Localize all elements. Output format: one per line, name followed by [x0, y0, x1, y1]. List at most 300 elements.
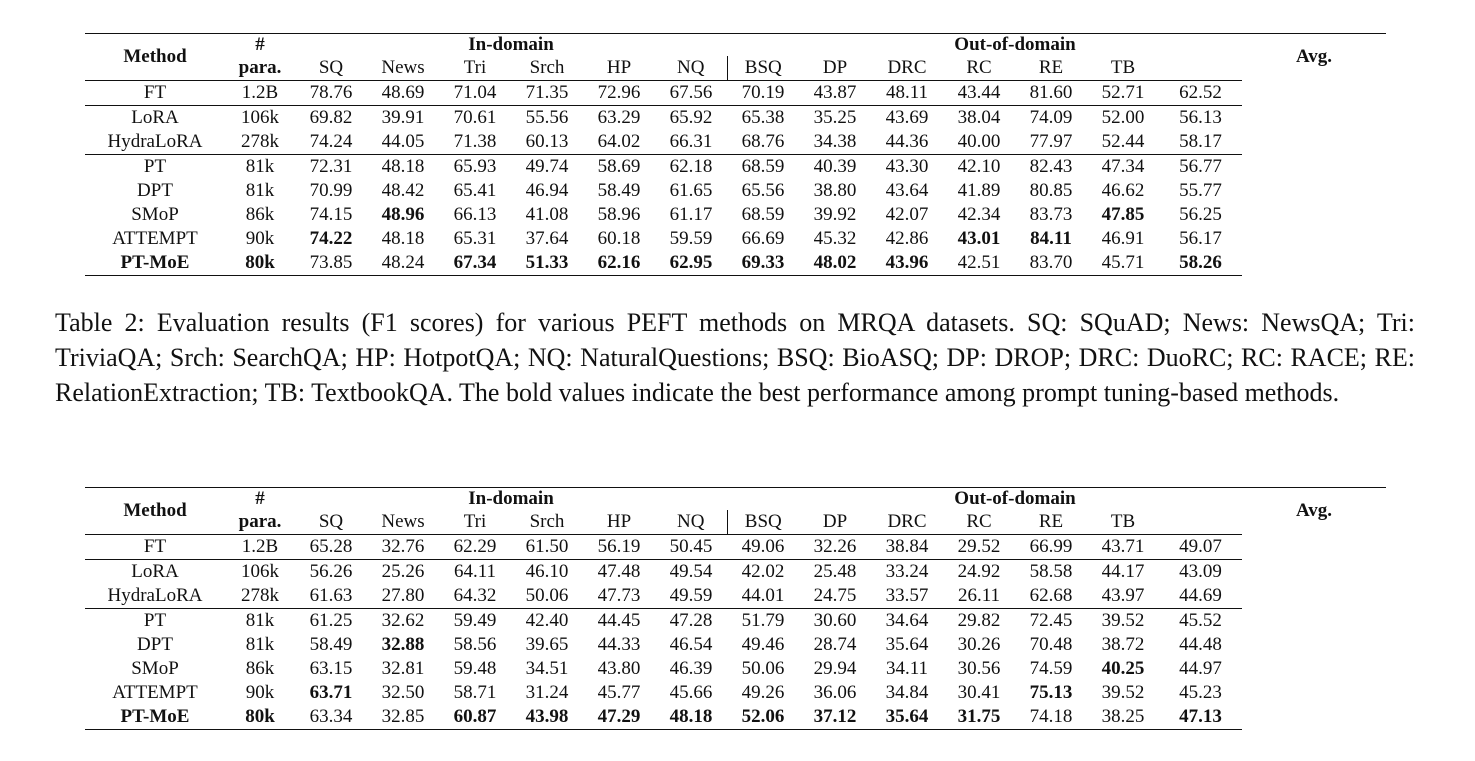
score-cell: 28.74: [813, 634, 857, 655]
score-cell: 74.22: [309, 228, 353, 249]
para-header-hash: #: [225, 488, 295, 511]
score-cell: 63.15: [309, 658, 353, 679]
score-cell: 75.13: [1029, 682, 1073, 703]
score-cell: 32.62: [367, 609, 439, 634]
score-cell: 52.71: [1087, 81, 1159, 106]
params-cell: 81k: [225, 155, 295, 180]
table-row: [85, 681, 1386, 705]
score-cell: 43.97: [1101, 585, 1145, 606]
score-cell: 47.34: [1087, 155, 1159, 180]
score-cell: 81.60: [1015, 81, 1087, 106]
column-header-news: News: [381, 511, 425, 532]
column-header-re: RE: [1038, 511, 1064, 532]
score-cell: 31.24: [525, 682, 569, 703]
score-cell: 60.13: [525, 131, 569, 152]
score-cell: 84.11: [1030, 228, 1072, 249]
score-cell: 58.56: [453, 634, 497, 655]
score-cell: 42.34: [957, 204, 1001, 225]
score-cell: 42.40: [511, 609, 583, 634]
score-cell: 49.54: [655, 560, 727, 585]
score-cell: 48.18: [367, 155, 439, 180]
header-row-groups: [85, 34, 1386, 57]
avg-cell: 44.97: [1179, 658, 1222, 679]
score-cell: 46.54: [669, 634, 713, 655]
score-cell: 71.38: [453, 131, 497, 152]
avg-cell: 56.25: [1179, 204, 1222, 225]
score-cell: 56.19: [583, 535, 655, 560]
score-cell: 47.85: [1101, 204, 1145, 225]
header-row-columns: [85, 510, 1386, 535]
score-cell: 40.00: [957, 131, 1001, 152]
column-header-srch: Srch: [529, 57, 565, 78]
score-cell: 46.91: [1101, 228, 1145, 249]
score-cell: 50.45: [655, 535, 727, 560]
score-cell: 35.64: [871, 705, 943, 730]
score-cell: 33.24: [871, 560, 943, 585]
avg-cell: 44.69: [1179, 585, 1222, 606]
column-header-nq: NQ: [655, 56, 727, 81]
avg-cell: 62.52: [1159, 81, 1242, 106]
score-cell: 51.33: [511, 251, 583, 276]
score-cell: 42.51: [943, 251, 1015, 276]
column-header-news: News: [381, 57, 425, 78]
table-row: [85, 179, 1386, 203]
score-cell: 59.48: [453, 658, 497, 679]
score-cell: 70.61: [439, 106, 511, 131]
out-of-domain-header: Out-of-domain: [943, 488, 1087, 511]
score-cell: 31.75: [943, 705, 1015, 730]
score-cell: 64.32: [453, 585, 497, 606]
score-cell: 63.29: [583, 106, 655, 131]
header-spacer: [1087, 34, 1242, 57]
score-cell: 43.87: [799, 81, 871, 106]
score-cell: 60.87: [439, 705, 511, 730]
score-cell: 67.34: [439, 251, 511, 276]
para-header-hash: #: [225, 34, 295, 57]
method-header: Method: [85, 488, 225, 535]
score-cell: 35.64: [885, 634, 929, 655]
avg-cell: 58.26: [1159, 251, 1242, 276]
method-cell: SMoP: [131, 204, 179, 225]
table-row: [85, 130, 1386, 155]
score-cell: 68.76: [741, 131, 785, 152]
score-cell: 63.34: [295, 705, 367, 730]
score-cell: 39.65: [525, 634, 569, 655]
params-cell: 86k: [245, 658, 275, 679]
table-row: [85, 584, 1386, 609]
score-cell: 34.11: [885, 658, 929, 679]
header-spacer: [295, 488, 439, 511]
method-cell: PT-MoE: [85, 251, 225, 276]
score-cell: 43.98: [511, 705, 583, 730]
score-cell: 26.11: [957, 585, 1001, 606]
score-cell: 68.59: [741, 204, 785, 225]
method-cell: LoRA: [85, 560, 225, 585]
score-cell: 32.50: [381, 682, 425, 703]
column-header-rc: RC: [966, 511, 992, 532]
score-cell: 49.59: [669, 585, 713, 606]
score-cell: 60.18: [597, 228, 641, 249]
table-row: [85, 227, 1386, 251]
method-cell: DPT: [137, 180, 173, 201]
avg-header: Avg.: [1242, 34, 1386, 81]
score-cell: 62.16: [583, 251, 655, 276]
column-header-dp: DP: [822, 511, 848, 532]
column-header-hp: HP: [606, 57, 632, 78]
score-cell: 45.32: [813, 228, 857, 249]
avg-cell: 45.23: [1179, 682, 1222, 703]
score-cell: 38.72: [1101, 634, 1145, 655]
score-cell: 83.73: [1029, 204, 1073, 225]
results-table-second: [85, 487, 1386, 730]
score-cell: 30.56: [957, 658, 1001, 679]
score-cell: 80.85: [1029, 180, 1073, 201]
column-header-srch: Srch: [529, 511, 565, 532]
header-row-groups: [85, 488, 1386, 511]
score-cell: 47.48: [583, 560, 655, 585]
method-cell: ATTEMPT: [112, 682, 198, 703]
score-cell: 48.18: [655, 705, 727, 730]
table-row: [85, 203, 1386, 227]
params-cell: 86k: [245, 204, 275, 225]
column-header-hp: HP: [606, 511, 632, 532]
score-cell: 48.69: [367, 81, 439, 106]
score-cell: 65.93: [439, 155, 511, 180]
score-cell: 52.44: [1101, 131, 1145, 152]
score-cell: 35.25: [799, 106, 871, 131]
score-cell: 66.99: [1015, 535, 1087, 560]
params-cell: 81k: [245, 180, 275, 201]
score-cell: 58.71: [453, 682, 497, 703]
score-cell: 43.71: [1087, 535, 1159, 560]
score-cell: 47.29: [583, 705, 655, 730]
score-cell: 42.86: [885, 228, 929, 249]
score-cell: 43.01: [957, 228, 1001, 249]
table-row: [85, 560, 1386, 585]
method-header: Method: [85, 34, 225, 81]
column-header-dp: DP: [822, 57, 848, 78]
avg-cell: 56.17: [1179, 228, 1222, 249]
header-row-columns: [85, 56, 1386, 81]
params-cell: 278k: [241, 585, 279, 606]
score-cell: 42.07: [885, 204, 929, 225]
score-cell: 39.91: [367, 106, 439, 131]
method-cell: HydraLoRA: [107, 131, 203, 152]
score-cell: 24.92: [943, 560, 1015, 585]
score-cell: 38.80: [813, 180, 857, 201]
params-cell: 106k: [225, 560, 295, 585]
score-cell: 43.96: [871, 251, 943, 276]
column-header-re: RE: [1038, 57, 1064, 78]
score-cell: 72.31: [295, 155, 367, 180]
score-cell: 62.95: [655, 251, 727, 276]
score-cell: 73.85: [295, 251, 367, 276]
score-cell: 72.45: [1015, 609, 1087, 634]
params-cell: 80k: [225, 705, 295, 730]
score-cell: 38.04: [943, 106, 1015, 131]
para-header-label: para.: [238, 57, 282, 78]
score-cell: 33.57: [885, 585, 929, 606]
column-header-nq: NQ: [655, 510, 727, 535]
score-cell: 61.65: [669, 180, 713, 201]
score-cell: 78.76: [295, 81, 367, 106]
score-cell: 43.69: [871, 106, 943, 131]
score-cell: 29.52: [943, 535, 1015, 560]
score-cell: 46.39: [669, 658, 713, 679]
score-cell: 32.88: [381, 634, 425, 655]
score-cell: 49.74: [511, 155, 583, 180]
params-cell: 106k: [225, 106, 295, 131]
score-cell: 48.11: [871, 81, 943, 106]
score-cell: 30.26: [957, 634, 1001, 655]
avg-cell: 55.77: [1179, 180, 1222, 201]
score-cell: 72.96: [583, 81, 655, 106]
score-cell: 70.48: [1029, 634, 1073, 655]
score-cell: 46.10: [511, 560, 583, 585]
column-header-tb: TB: [1110, 57, 1136, 78]
score-cell: 77.97: [1029, 131, 1073, 152]
para-header-label: para.: [238, 511, 282, 532]
score-cell: 44.01: [741, 585, 785, 606]
score-cell: 49.06: [727, 535, 799, 560]
score-cell: 74.18: [1015, 705, 1087, 730]
avg-cell: 56.77: [1159, 155, 1242, 180]
score-cell: 50.06: [741, 658, 785, 679]
header-spacer: [583, 34, 943, 57]
score-cell: 61.63: [309, 585, 353, 606]
score-cell: 41.08: [525, 204, 569, 225]
score-cell: 32.26: [799, 535, 871, 560]
score-cell: 36.06: [813, 682, 857, 703]
column-header-tri: Tri: [463, 511, 487, 532]
score-cell: 56.26: [295, 560, 367, 585]
score-cell: 70.99: [309, 180, 353, 201]
table-row: [85, 155, 1386, 180]
score-cell: 40.39: [799, 155, 871, 180]
score-cell: 62.29: [439, 535, 511, 560]
score-cell: 45.77: [597, 682, 641, 703]
score-cell: 45.66: [669, 682, 713, 703]
score-cell: 48.42: [381, 180, 425, 201]
score-cell: 39.52: [1101, 682, 1145, 703]
avg-cell: 43.09: [1159, 560, 1242, 585]
score-cell: 48.18: [381, 228, 425, 249]
score-cell: 49.26: [741, 682, 785, 703]
score-cell: 55.56: [511, 106, 583, 131]
score-cell: 47.28: [655, 609, 727, 634]
score-cell: 82.43: [1015, 155, 1087, 180]
score-cell: 65.41: [453, 180, 497, 201]
table-row: [85, 609, 1386, 634]
score-cell: 43.30: [871, 155, 943, 180]
score-cell: 34.38: [813, 131, 857, 152]
score-cell: 34.64: [871, 609, 943, 634]
score-cell: 25.26: [367, 560, 439, 585]
method-cell: FT: [85, 535, 225, 560]
score-cell: 65.28: [295, 535, 367, 560]
score-cell: 25.48: [799, 560, 871, 585]
score-cell: 62.68: [1029, 585, 1073, 606]
header-spacer: [295, 34, 439, 57]
score-cell: 66.13: [453, 204, 497, 225]
avg-cell: 49.07: [1159, 535, 1242, 560]
column-header-bsq: BSQ: [744, 57, 782, 78]
method-cell: PT: [85, 609, 225, 634]
score-cell: 34.84: [885, 682, 929, 703]
score-cell: 67.56: [655, 81, 727, 106]
column-header-sq: SQ: [318, 511, 344, 532]
score-cell: 46.62: [1101, 180, 1145, 201]
score-cell: 58.58: [1015, 560, 1087, 585]
table-row: [85, 657, 1386, 681]
score-cell: 69.82: [295, 106, 367, 131]
score-cell: 65.92: [655, 106, 727, 131]
params-cell: 90k: [245, 682, 275, 703]
score-cell: 48.02: [799, 251, 871, 276]
score-cell: 48.96: [381, 204, 425, 225]
score-cell: 74.59: [1029, 658, 1073, 679]
score-cell: 43.64: [885, 180, 929, 201]
score-cell: 48.24: [367, 251, 439, 276]
table-caption: Table 2: Evaluation results (F1 scores) for various PEFT methods on MRQA datasets. SQ: SQuAD; News: NewsQA; Tri: TriviaQA; Srch: SearchQA; HP: HotpotQA; NQ: NaturalQuestions; BSQ: BioASQ; DP: DROP; DRC: DuoRC; RC: RACE; RE: RelationExtraction; TB: TextbookQA. The bold values indicate the best performance among prompt tuning-based methods.: [55, 308, 1415, 407]
params-cell: 1.2B: [225, 81, 295, 106]
column-header-rc: RC: [966, 57, 992, 78]
method-cell: PT-MoE: [85, 705, 225, 730]
score-cell: 39.92: [813, 204, 857, 225]
out-of-domain-header: Out-of-domain: [943, 34, 1087, 57]
table-row: [85, 535, 1386, 560]
method-cell: PT: [85, 155, 225, 180]
score-cell: 41.89: [957, 180, 1001, 201]
method-cell: FT: [85, 81, 225, 106]
score-cell: 30.41: [957, 682, 1001, 703]
params-cell: 278k: [241, 131, 279, 152]
score-cell: 32.81: [381, 658, 425, 679]
score-cell: 52.06: [727, 705, 799, 730]
params-cell: 1.2B: [225, 535, 295, 560]
score-cell: 44.05: [381, 131, 425, 152]
score-cell: 59.49: [439, 609, 511, 634]
score-cell: 58.49: [309, 634, 353, 655]
score-cell: 61.25: [295, 609, 367, 634]
score-cell: 24.75: [813, 585, 857, 606]
column-header-tb: TB: [1110, 511, 1136, 532]
score-cell: 58.96: [597, 204, 641, 225]
score-cell: 74.24: [309, 131, 353, 152]
score-cell: 44.45: [583, 609, 655, 634]
score-cell: 49.46: [741, 634, 785, 655]
table-row: [85, 251, 1386, 276]
score-cell: 62.18: [655, 155, 727, 180]
score-cell: 37.12: [799, 705, 871, 730]
score-cell: 39.52: [1087, 609, 1159, 634]
score-cell: 45.71: [1087, 251, 1159, 276]
method-cell: HydraLoRA: [107, 585, 203, 606]
params-cell: 90k: [245, 228, 275, 249]
score-cell: 46.94: [525, 180, 569, 201]
header-spacer: [583, 488, 943, 511]
score-cell: 61.17: [669, 204, 713, 225]
in-domain-header: In-domain: [439, 34, 583, 57]
column-header-drc: DRC: [887, 511, 927, 532]
score-cell: 74.09: [1015, 106, 1087, 131]
score-cell: 70.19: [727, 81, 799, 106]
score-cell: 32.85: [367, 705, 439, 730]
avg-header: Avg.: [1242, 488, 1386, 535]
score-cell: 83.70: [1015, 251, 1087, 276]
score-cell: 71.04: [439, 81, 511, 106]
score-cell: 27.80: [381, 585, 425, 606]
method-cell: ATTEMPT: [112, 228, 198, 249]
method-cell: LoRA: [85, 106, 225, 131]
score-cell: 68.59: [727, 155, 799, 180]
score-cell: 44.17: [1087, 560, 1159, 585]
column-header-tri: Tri: [463, 57, 487, 78]
column-header-sq: SQ: [318, 57, 344, 78]
score-cell: 30.60: [799, 609, 871, 634]
score-cell: 66.69: [741, 228, 785, 249]
avg-cell: 56.13: [1159, 106, 1242, 131]
avg-cell: 47.13: [1159, 705, 1242, 730]
results-table-f1: [85, 33, 1386, 276]
score-cell: 63.71: [309, 682, 353, 703]
score-cell: 65.56: [741, 180, 785, 201]
table-row: [85, 106, 1386, 131]
score-cell: 69.33: [727, 251, 799, 276]
table-row: [85, 705, 1386, 730]
score-cell: 58.49: [597, 180, 641, 201]
avg-cell: 58.17: [1179, 131, 1222, 152]
method-cell: SMoP: [131, 658, 179, 679]
score-cell: 37.64: [525, 228, 569, 249]
score-cell: 61.50: [511, 535, 583, 560]
score-cell: 58.69: [583, 155, 655, 180]
in-domain-header: In-domain: [439, 488, 583, 511]
score-cell: 42.02: [727, 560, 799, 585]
score-cell: 64.11: [439, 560, 511, 585]
score-cell: 66.31: [669, 131, 713, 152]
score-cell: 43.80: [597, 658, 641, 679]
column-header-bsq: BSQ: [744, 511, 782, 532]
params-cell: 80k: [225, 251, 295, 276]
score-cell: 38.84: [871, 535, 943, 560]
column-header-drc: DRC: [887, 57, 927, 78]
header-spacer: [1087, 488, 1242, 511]
table-row: [85, 81, 1386, 106]
score-cell: 52.00: [1087, 106, 1159, 131]
score-cell: 34.51: [525, 658, 569, 679]
score-cell: 65.31: [453, 228, 497, 249]
score-cell: 44.33: [597, 634, 641, 655]
score-cell: 29.94: [813, 658, 857, 679]
score-cell: 32.76: [367, 535, 439, 560]
score-cell: 71.35: [511, 81, 583, 106]
score-cell: 51.79: [727, 609, 799, 634]
score-cell: 59.59: [669, 228, 713, 249]
score-cell: 29.82: [943, 609, 1015, 634]
table-row: [85, 633, 1386, 657]
score-cell: 74.15: [309, 204, 353, 225]
score-cell: 42.10: [943, 155, 1015, 180]
score-cell: 47.73: [597, 585, 641, 606]
method-cell: DPT: [137, 634, 173, 655]
score-cell: 44.36: [885, 131, 929, 152]
params-cell: 81k: [245, 634, 275, 655]
score-cell: 43.44: [943, 81, 1015, 106]
params-cell: 81k: [225, 609, 295, 634]
score-cell: 65.38: [727, 106, 799, 131]
score-cell: 40.25: [1101, 658, 1145, 679]
